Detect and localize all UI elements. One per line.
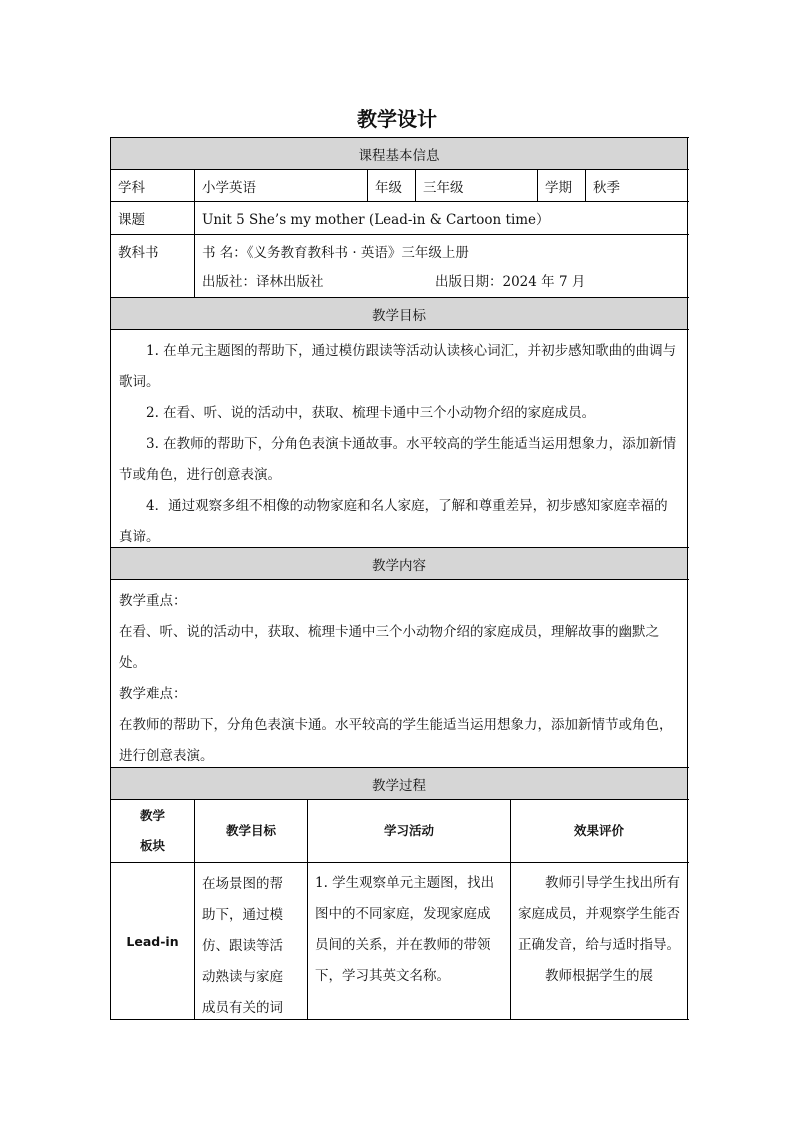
objectives-body-row [111, 330, 689, 548]
key-points-label: 教学重点： [119, 593, 187, 609]
leadin-goal-line: 仿、跟读等活 [202, 938, 283, 954]
process-header-row [111, 768, 689, 800]
objective-item: 4．通过观察多组不相像的动物家庭和名人家庭，了解和尊重差异，初步感知家庭幸福的真谛。 [119, 498, 668, 545]
term-label: 学期 [538, 170, 586, 201]
difficult-points-text: 在教师的帮助下，分角色表演卡通。水平较高的学生能适当运用想象力，添加新情节或角色，进行创意表演。 [119, 717, 673, 764]
content-header-row [111, 548, 689, 580]
subject-label: 学科 [111, 170, 195, 201]
textbook-label: 教科书 [111, 235, 195, 297]
col-header-activity: 学习活动 [308, 800, 511, 862]
difficult-points-label: 教学难点： [119, 686, 187, 702]
subject-row [111, 170, 689, 202]
topic-value: Unit 5 She’s my mother (Lead-in & Cartoon time） [195, 202, 688, 234]
publisher-line [202, 268, 680, 297]
term-value: 秋季 [586, 170, 688, 201]
content-header: 教学内容 [111, 548, 688, 579]
process-header: 教学过程 [111, 768, 688, 799]
publisher: 出版社：译林出版社 [202, 274, 324, 290]
leadin-goal-line: 在场景图的帮 [202, 876, 283, 892]
basic-info-header: 课程基本信息 [111, 138, 688, 169]
subject-value: 小学英语 [195, 170, 368, 201]
objectives-header: 教学目标 [111, 298, 688, 329]
objective-item: 3. 在教师的帮助下，分角色表演卡通故事。水平较高的学生能适当运用想象力，添加新情节或角色，进行创意表演。 [119, 436, 677, 483]
col-header-goal: 教学目标 [195, 800, 308, 862]
topic-row [111, 202, 689, 235]
objective-item: 1. 在单元主题图的帮助下，通过模仿跟读等活动认读核心词汇，并初步感知歌曲的曲调与歌词。 [119, 343, 677, 390]
col-header-block-line2: 板块 [139, 838, 165, 853]
basic-info-header-row [111, 138, 689, 170]
leadin-block-label: Lead-in [111, 863, 195, 1019]
col-header-block [111, 800, 195, 862]
process-column-headers [111, 800, 689, 863]
textbook-info [195, 235, 688, 297]
grade-label: 年级 [368, 170, 416, 201]
leadin-goal-line: 动熟读与家庭 [202, 969, 283, 985]
objectives-list [111, 330, 688, 547]
textbook-row [111, 235, 689, 298]
leadin-goal [195, 863, 308, 1019]
col-header-eval: 效果评价 [511, 800, 688, 862]
topic-label: 课题 [111, 202, 195, 234]
objective-item: 2. 在看、听、说的活动中，获取、梳理卡通中三个小动物介绍的家庭成员。 [146, 405, 596, 421]
content-body [111, 580, 688, 767]
col-header-block-line1: 教学 [139, 808, 165, 823]
lesson-plan-table [110, 137, 689, 1020]
document-title: 教学设计 [357, 107, 437, 131]
leadin-eval-text-2: 教师根据学生的展 [545, 968, 653, 984]
leadin-eval-text: 教师引导学生找出所有家庭成员，并观察学生能否正确发音，给与适时指导。 [518, 875, 680, 953]
grade-value: 三年级 [416, 170, 538, 201]
key-points-text: 在看、听、说的活动中，获取、梳理卡通中三个小动物介绍的家庭成员，理解故事的幽默之处。 [119, 624, 659, 671]
book-name: 书 名：《义务教育教科书 · 英语》三年级上册 [202, 245, 469, 261]
leadin-eval [511, 863, 688, 1019]
objectives-header-row [111, 298, 689, 330]
content-body-row [111, 580, 689, 768]
leadin-activity: 1. 学生观察单元主题图，找出图中的不同家庭，发现家庭成员间的关系，并在教师的带领下，学习其英文名称。 [308, 863, 511, 1019]
process-row-leadin [111, 863, 689, 1020]
leadin-goal-line: 成员有关的词 [202, 1000, 283, 1016]
pub-date: 出版日期：2024 年 7 月 [435, 274, 586, 290]
leadin-goal-line: 助下，通过模 [202, 907, 283, 923]
